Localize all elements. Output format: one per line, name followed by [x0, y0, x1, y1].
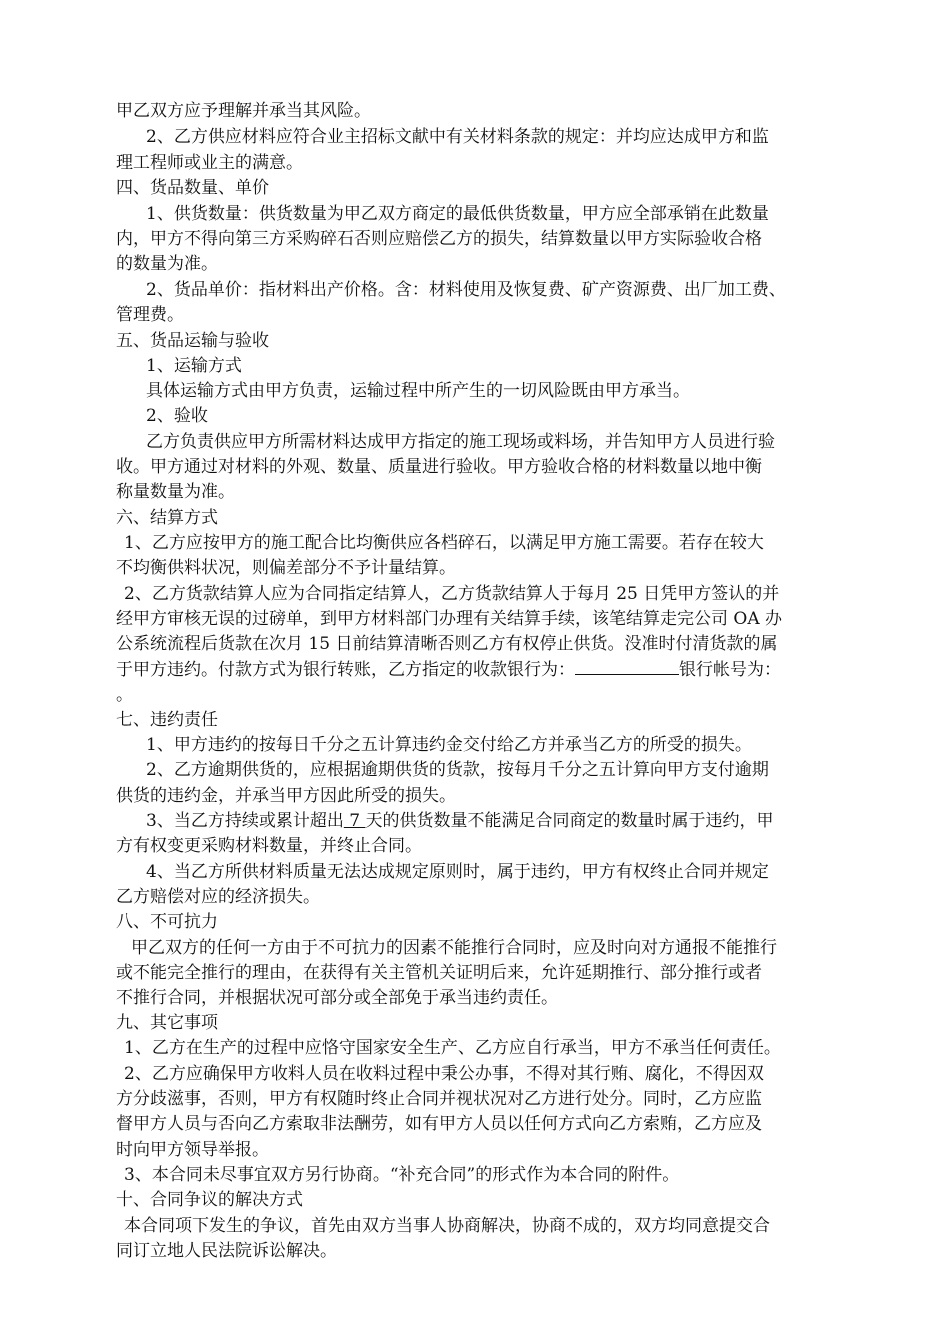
section-heading: 六、结算方式	[116, 508, 218, 528]
account-text: 银行帐号为：	[679, 660, 781, 680]
paragraph-line: 同订立地人民法院诉讼解决。	[116, 1241, 337, 1261]
subheading: 1、运输方式	[146, 356, 242, 376]
paragraph-line: 理工程师或业主的满意。	[116, 153, 303, 173]
paragraph-line: 甲乙双方的任何一方由于不可抗力的因素不能推行合同时，应及时向对方通报不能推行	[131, 938, 777, 958]
paragraph-line: 供货的违约金，并承当甲方因此所受的损失。	[116, 786, 456, 806]
paragraph-line: 公系统流程后货款在次月 15 日前结算清晰否则乙方有权停止供货。没准时付清货款的属	[116, 634, 778, 654]
bank-text: 于甲方违约。付款方式为银行转账，乙方指定的收款银行为：	[116, 660, 575, 680]
paragraph-line: 。	[116, 685, 133, 705]
paragraph-line: 称量数量为准。	[116, 482, 235, 502]
paragraph-line: 甲乙双方应予理解并承当其风险。	[116, 101, 371, 121]
paragraph-line: 乙方负责供应甲方所需材料达成甲方指定的施工现场或料场，并告知甲方人员进行验	[146, 432, 775, 452]
paragraph-line: 4、当乙方所供材料质量无法达成规定原则时，属于违约，甲方有权终止合同并规定	[146, 862, 769, 882]
section-heading: 五、货品运输与验收	[116, 331, 269, 351]
paragraph-line: 或不能完全推行的理由，在获得有关主管机关证明后来，允许延期推行、部分推行或者	[116, 963, 762, 983]
section-heading: 九、其它事项	[116, 1013, 218, 1033]
paragraph-line: 时向甲方领导举报。	[116, 1140, 269, 1160]
paragraph-line: 1、乙方应按甲方的施工配合比均衡供应各档碎石，以满足甲方施工需要。若存在较大	[124, 533, 764, 553]
paragraph-line	[146, 811, 773, 833]
paragraph-line: 1、乙方在生产的过程中应恪守国家安全生产、乙方应自行承当，甲方不承当任何责任。	[124, 1038, 781, 1058]
paragraph-line: 3、本合同未尽事宜双方另行协商。“补充合同”的形式作为本合同的附件。	[124, 1165, 680, 1185]
clause-text: 3、当乙方持续或累计超出	[146, 811, 344, 831]
paragraph-line: 1、供货数量：供货数量为甲乙双方商定的最低供货数量，甲方应全部承销在此数量	[146, 204, 769, 224]
paragraph-line: 1、甲方违约的按每日千分之五计算违约金交付给乙方并承当乙方的所受的损失。	[146, 735, 752, 755]
paragraph-line: 的数量为准。	[116, 254, 218, 274]
paragraph-line	[116, 660, 781, 682]
section-heading: 七、违约责任	[116, 710, 218, 730]
days-value: 7	[343, 811, 366, 831]
paragraph-line: 乙方赔偿对应的经济损失。	[116, 887, 320, 907]
bank-name-blank	[575, 660, 679, 675]
paragraph-line: 不均衡供料状况，则偏差部分不予计量结算。	[116, 558, 456, 578]
paragraph-line: 经甲方审核无误的过磅单，到甲方材料部门办理有关结算手续，该笔结算走完公司 OA 办	[116, 609, 783, 629]
section-heading: 十、合同争议的解决方式	[116, 1190, 303, 1210]
paragraph-line: 内，甲方不得向第三方采购碎石否则应赔偿乙方的损失，结算数量以甲方实际验收合格	[116, 229, 762, 249]
paragraph-line: 方有权变更采购材料数量，并终止合同。	[116, 836, 422, 856]
paragraph-line: 2、货品单价：指材料出产价格。含：材料使用及恢复费、矿产资源费、出厂加工费、	[146, 280, 786, 300]
paragraph-line: 2、乙方应确保甲方收料人员在收料过程中秉公办事，不得对其行贿、腐化，不得因双	[124, 1064, 764, 1084]
subheading: 2、验收	[146, 406, 208, 426]
paragraph-line: 收。甲方通过对材料的外观、数量、质量进行验收。甲方验收合格的材料数量以地中衡	[116, 457, 762, 477]
paragraph-line: 不推行合同，并根据状况可部分或全部免于承当违约责任。	[116, 988, 558, 1008]
section-heading: 八、不可抗力	[116, 912, 218, 932]
paragraph-line: 具体运输方式由甲方负责，运输过程中所产生的一切风险既由甲方承当。	[146, 381, 690, 401]
clause-text: 天的供货数量不能满足合同商定的数量时属于违约，甲	[365, 811, 774, 831]
paragraph-line: 管理费。	[116, 305, 184, 325]
paragraph-line: 督甲方人员与否向乙方索取非法酬劳，如有甲方人员以任何方式向乙方索贿，乙方应及	[116, 1114, 762, 1134]
paragraph-line: 2、乙方货款结算人应为合同指定结算人，乙方货款结算人于每月 25 日凭甲方签认的并	[124, 584, 780, 604]
paragraph-line: 2、乙方逾期供货的，应根据逾期供货的货款，按每月千分之五计算向甲方支付逾期	[146, 760, 769, 780]
paragraph-line: 本合同项下发生的争议，首先由双方当事人协商解决，协商不成的，双方均同意提交合	[124, 1216, 770, 1236]
paragraph-line: 2、乙方供应材料应符合业主招标文献中有关材料条款的规定：并均应达成甲方和监	[146, 127, 769, 147]
section-heading: 四、货品数量、单价	[116, 178, 269, 198]
paragraph-line: 方分歧滋事，否则，甲方有权随时终止合同并视状况对乙方进行处分。同时，乙方应监	[116, 1089, 762, 1109]
